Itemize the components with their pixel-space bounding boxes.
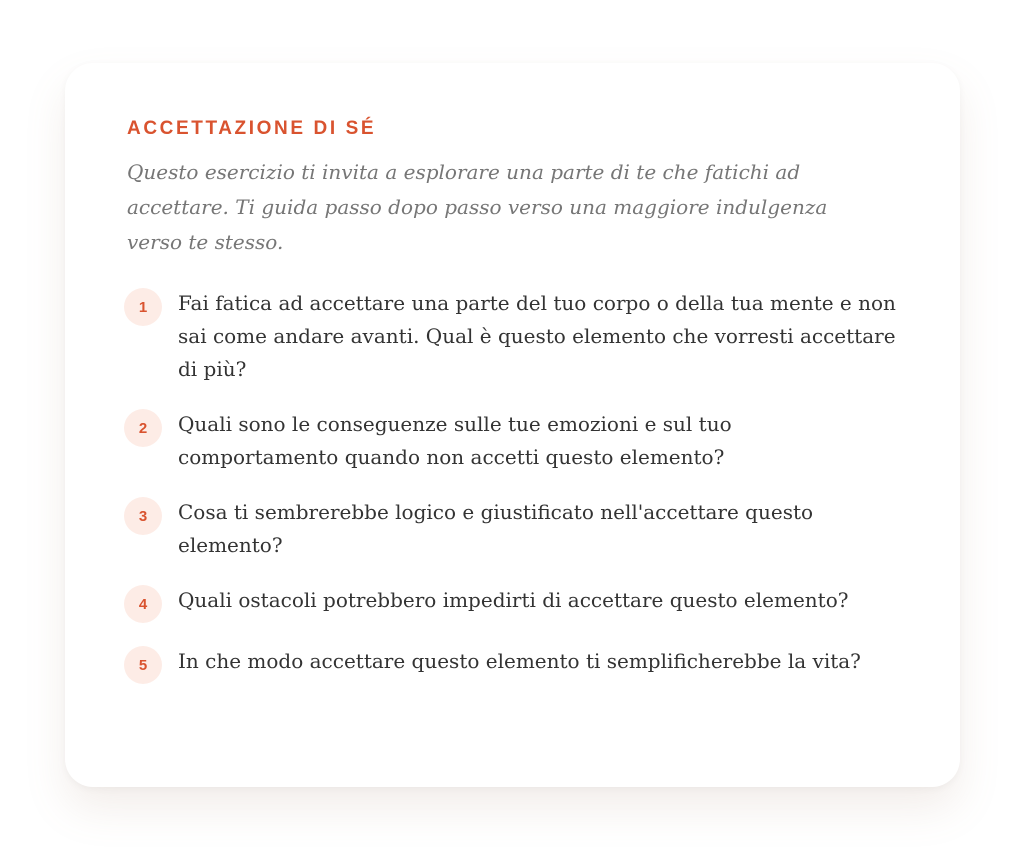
step-item-2: [127, 411, 900, 474]
exercise-card: [65, 63, 960, 787]
step-number-badge: 2: [124, 409, 162, 447]
step-item-1: [127, 290, 900, 386]
step-item-3: [127, 499, 900, 562]
step-number-badge: 5: [124, 646, 162, 684]
step-text: Fai fatica ad accettare una parte del tuo corpo o della tua mente e non sai come andare avanti. Qual è questo elemento che vorresti accettare di più?: [178, 291, 896, 381]
step-text: In che modo accettare questo elemento ti semplificherebbe la vita?: [178, 649, 861, 673]
step-number-badge: 3: [124, 497, 162, 535]
exercise-intro: Questo esercizio ti invita a esplorare una parte di te che fatichi ad accettare. Ti guida passo dopo passo verso una maggiore indulgenza verso te stesso.: [127, 160, 828, 254]
step-number-badge: 4: [124, 585, 162, 623]
step-list: [127, 290, 900, 684]
step-text: Cosa ti sembrerebbe logico e giustificato nell'accettare questo elemento?: [178, 500, 814, 557]
step-item-4: [127, 587, 900, 623]
step-text: Quali ostacoli potrebbero impedirti di accettare questo elemento?: [178, 588, 849, 612]
exercise-title: ACCETTAZIONE DI SÉ: [127, 118, 377, 139]
step-item-5: [127, 648, 900, 684]
step-number-badge: 1: [124, 288, 162, 326]
step-text: Quali sono le conseguenze sulle tue emozioni e sul tuo comportamento quando non accetti questo elemento?: [178, 412, 732, 469]
